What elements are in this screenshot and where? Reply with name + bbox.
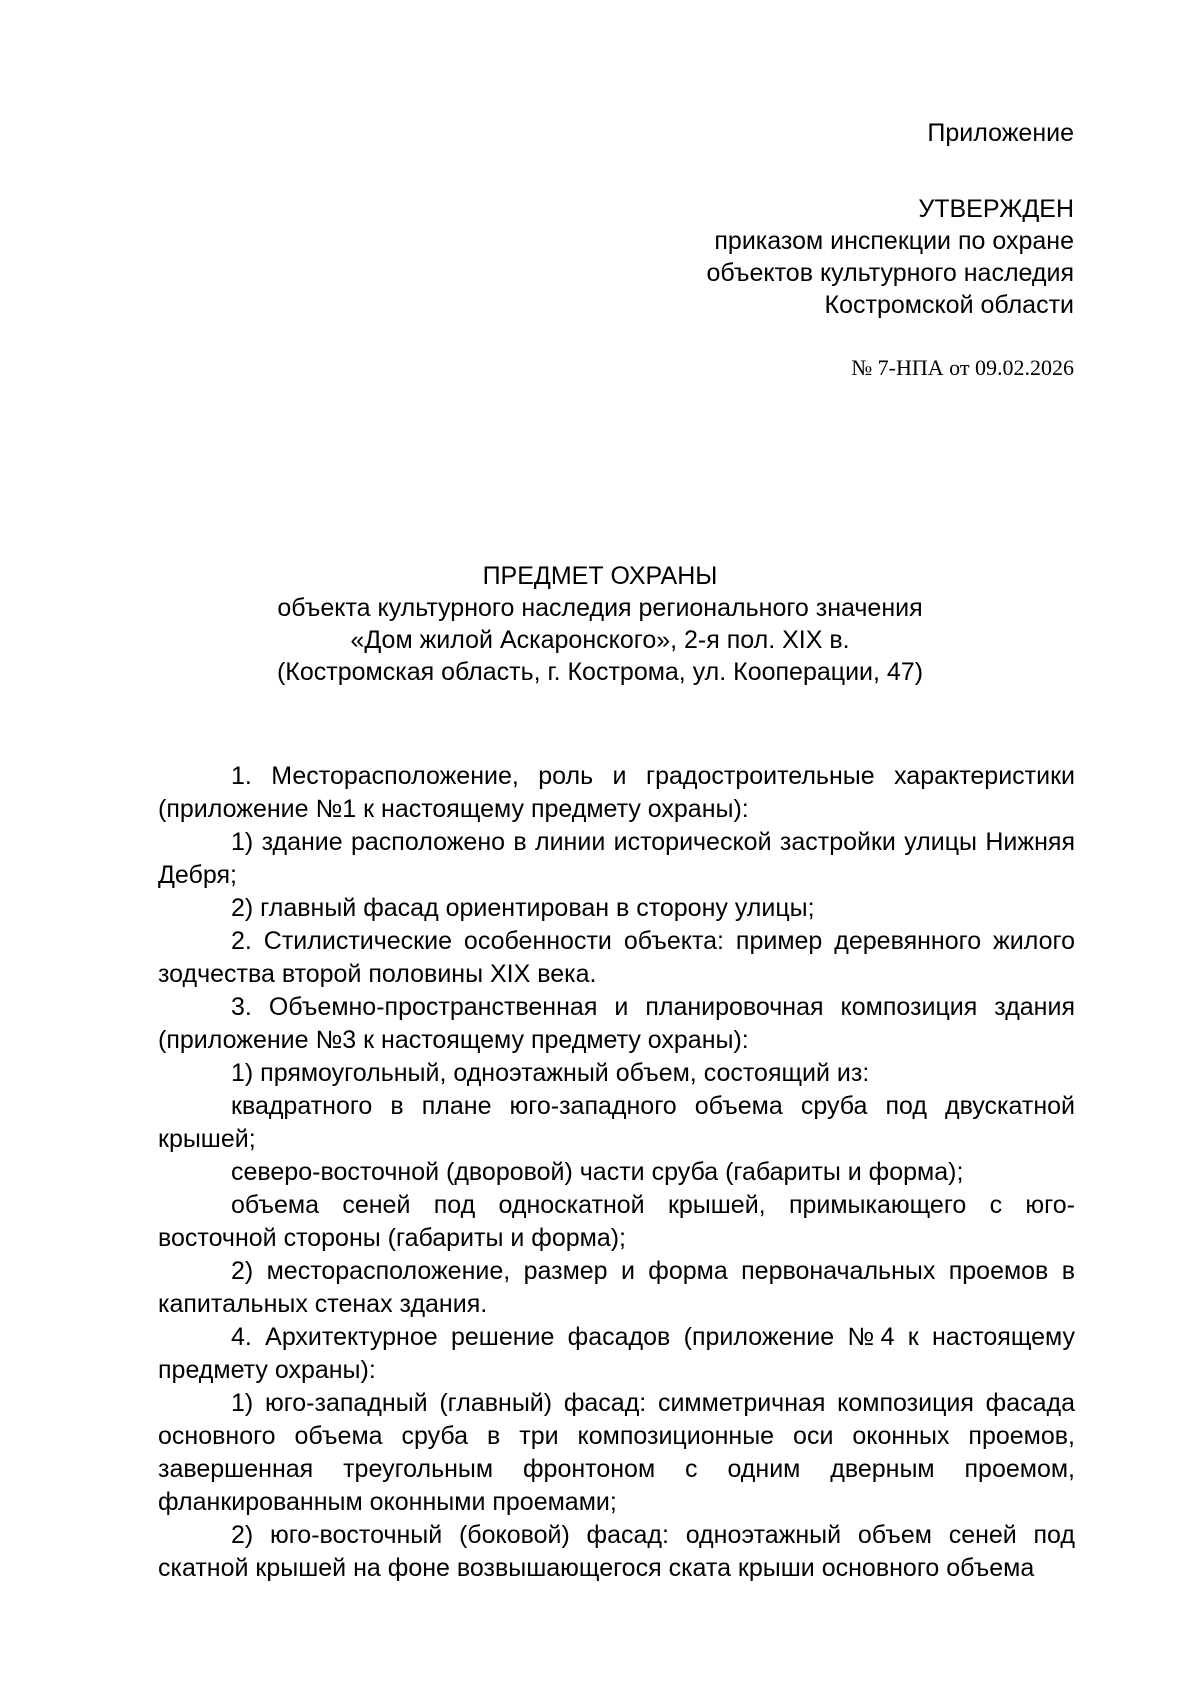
- approved-heading: УТВЕРЖДЕН: [918, 195, 1074, 223]
- paragraph-4-1: 1) юго-западный (главный) фасад: симметричная композиция фасада основного объема сруба в три композиционные оси оконных проемов, завершенная треугольным фронтоном с одним дверным проемом, фланкированным оконными проемами;: [158, 1389, 1075, 1516]
- paragraph-4-2: 2) юго-восточный (боковой) фасад: одноэтажный объем сеней под скатной крышей на фоне возвышающегося ската крыши основного объема: [158, 1521, 1075, 1582]
- approved-line-authority: объектов культурного наследия: [706, 259, 1074, 287]
- paragraph-section-4: 4. Архитектурное решение фасадов (приложение №4 к настоящему предмету охраны):: [158, 1323, 1075, 1384]
- paragraph-section-3: 3. Объемно-пространственная и планировочная композиция здания (приложение №3 к настоящему предмету охраны):: [158, 993, 1075, 1054]
- paragraph-3-1-c: объема сеней под односкатной крышей, примыкающего с юго-восточной стороны (габариты и форма);: [158, 1191, 1075, 1252]
- approved-line-region: Костромской области: [824, 291, 1074, 319]
- paragraph-3-2: 2) месторасположение, размер и форма первоначальных проемов в капитальных стенах здания.: [158, 1257, 1075, 1318]
- title-object-name: «Дом жилой Аскаронского», 2-я пол. XIX в.: [350, 626, 850, 654]
- title-object-type: объекта культурного наследия регионального значения: [277, 594, 923, 622]
- paragraph-section-1: 1. Месторасположение, роль и градостроительные характеристики (приложение №1 к настоящему предмету охраны):: [158, 762, 1075, 823]
- paragraph-1-2: 2) главный фасад ориентирован в сторону улицы;: [231, 894, 815, 922]
- document-title: [0, 560, 1200, 688]
- approved-line-order: приказом инспекции по охране: [714, 227, 1074, 255]
- document-body: [158, 760, 1075, 1585]
- paragraph-1-1: 1) здание расположено в линии исторической застройки улицы Нижняя Дебря;: [158, 828, 1075, 889]
- title-object-address: (Костромская область, г. Кострома, ул. Кооперации, 47): [276, 658, 924, 686]
- paragraph-section-2: 2. Стилистические особенности объекта: пример деревянного жилого зодчества второй половины XIX века.: [158, 927, 1075, 988]
- title-heading: ПРЕДМЕТ ОХРАНЫ: [482, 562, 718, 590]
- approval-stamp: [707, 193, 1075, 321]
- paragraph-3-1-b: северо-восточной (дворовой) части сруба (габариты и форма);: [231, 1158, 964, 1186]
- order-number: № 7-НПА от 09.02.2026: [851, 355, 1074, 380]
- appendix-label: Приложение: [927, 119, 1074, 147]
- paragraph-3-1: 1) прямоугольный, одноэтажный объем, состоящий из:: [231, 1059, 870, 1087]
- paragraph-3-1-a: квадратного в плане юго-западного объема сруба под двускатной крышей;: [158, 1092, 1075, 1153]
